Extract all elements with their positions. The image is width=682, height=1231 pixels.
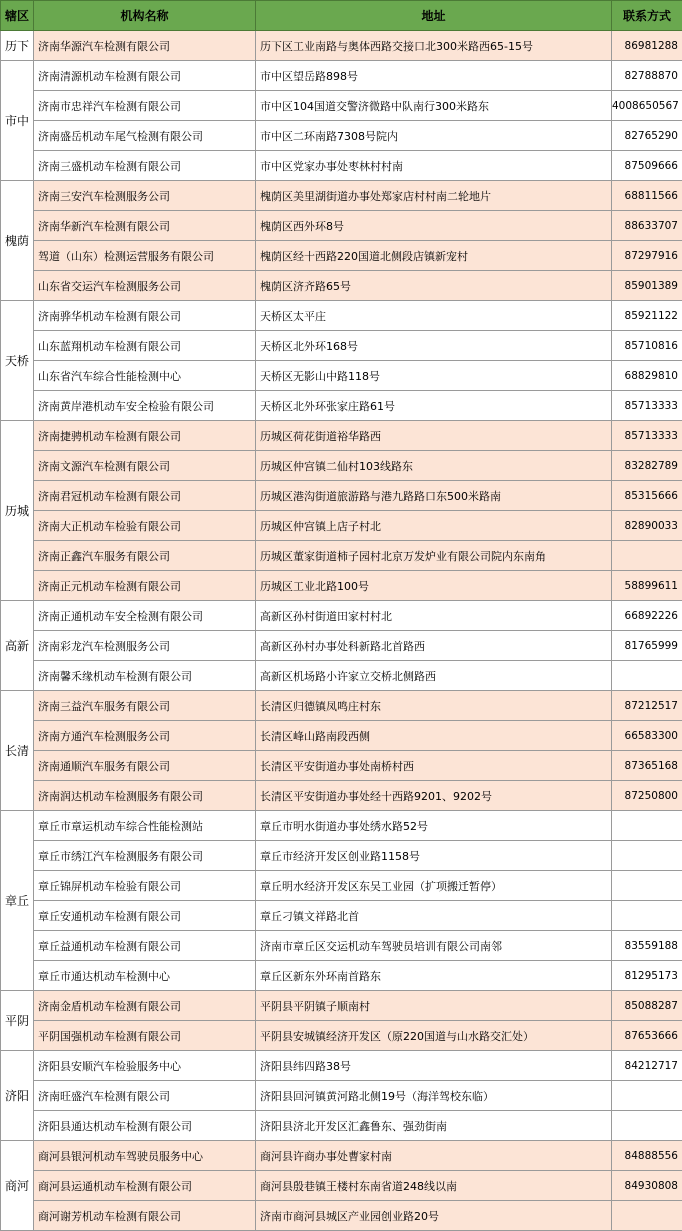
district-cell: 平阴 [1,991,34,1051]
table-row [1,451,682,481]
address-cell: 槐荫区济齐路65号 [256,271,612,301]
district-cell: 高新 [1,601,34,691]
org-name-cell: 济南君冠机动车检测有限公司 [34,481,256,511]
table-row [1,811,682,841]
address-cell: 济阳县纬四路38号 [256,1051,612,1081]
address-cell: 历下区工业南路与奥体西路交接口北300米路西65-15号 [256,31,612,61]
phone-cell: 86981288 [612,31,682,61]
address-cell: 天桥区无影山中路118号 [256,361,612,391]
org-name-cell: 济南馨禾缘机动车检测有限公司 [34,661,256,691]
table-row [1,841,682,871]
org-name-cell: 济南旺盛汽车检测有限公司 [34,1081,256,1111]
address-cell: 历城区仲宫镇二仙村103线路东 [256,451,612,481]
phone-cell: 66583300 [612,721,682,751]
table-row [1,901,682,931]
address-cell: 槐荫区西外环8号 [256,211,612,241]
phone-cell: 83282789 [612,451,682,481]
table-row [1,601,682,631]
org-name-cell: 济南润达机动车检测服务有限公司 [34,781,256,811]
org-name-cell: 济南盛岳机动车尾气检测有限公司 [34,121,256,151]
table-row [1,1051,682,1081]
address-cell: 天桥区北外环168号 [256,331,612,361]
table-row [1,541,682,571]
phone-cell [612,811,682,841]
org-name-cell: 济南华新汽车检测有限公司 [34,211,256,241]
district-cell: 槐荫 [1,181,34,301]
phone-cell: 85315666 [612,481,682,511]
address-cell: 历城区董家街道柿子园村北京万发炉业有限公司院内东南角 [256,541,612,571]
org-name-cell: 济南正元机动车检测有限公司 [34,571,256,601]
table-row [1,661,682,691]
table-row [1,1141,682,1171]
address-cell: 长清区归德镇凤鸣庄村东 [256,691,612,721]
phone-cell [612,661,682,691]
header-district: 辖区 [1,1,34,31]
org-name-cell: 章丘益通机动车检测有限公司 [34,931,256,961]
org-name-cell: 平阴国强机动车检测有限公司 [34,1021,256,1051]
address-cell: 天桥区北外环张家庄路61号 [256,391,612,421]
header-name: 机构名称 [34,1,256,31]
table-row [1,61,682,91]
address-cell: 章丘区新东外环南首路东 [256,961,612,991]
address-cell: 历城区仲宫镇上店子村北 [256,511,612,541]
phone-cell: 87250800 [612,781,682,811]
phone-cell: 82788870 [612,61,682,91]
phone-cell [612,871,682,901]
table-row [1,1201,682,1231]
org-name-cell: 商河谢芳机动车检测有限公司 [34,1201,256,1231]
phone-cell: 82765290 [612,121,682,151]
org-name-cell: 济南三益汽车服务有限公司 [34,691,256,721]
address-cell: 市中区党家办事处枣林村村南 [256,151,612,181]
header-address: 地址 [256,1,612,31]
table-row [1,1021,682,1051]
org-name-cell: 章丘安通机动车检测有限公司 [34,901,256,931]
table-row [1,721,682,751]
address-cell: 济南市章丘区交运机动车驾驶员培训有限公司南邻 [256,931,612,961]
table-row [1,631,682,661]
phone-cell [612,1201,682,1231]
phone-cell: 81765999 [612,631,682,661]
table-row [1,1111,682,1141]
table-row [1,181,682,211]
table-row [1,121,682,151]
table-row [1,31,682,61]
header-row [1,1,682,31]
phone-cell: 4008650567 [612,91,682,121]
phone-cell: 85713333 [612,421,682,451]
address-cell: 平阴县安城镇经济开发区（原220国道与山水路交汇处） [256,1021,612,1051]
address-cell: 长清区峰山路南段西侧 [256,721,612,751]
phone-cell: 84212717 [612,1051,682,1081]
address-cell: 槐荫区美里湖街道办事处郑家店村村南二轮地片 [256,181,612,211]
address-cell: 市中区望岳路898号 [256,61,612,91]
phone-cell: 66892226 [612,601,682,631]
phone-cell: 85901389 [612,271,682,301]
org-name-cell: 济南三安汽车检测服务公司 [34,181,256,211]
phone-cell: 85921122 [612,301,682,331]
table-row [1,781,682,811]
table-row [1,331,682,361]
table-row [1,91,682,121]
org-name-cell: 济南文源汽车检测有限公司 [34,451,256,481]
address-cell: 高新区孙村街道田家村村北 [256,601,612,631]
phone-cell [612,841,682,871]
org-name-cell: 济南正鑫汽车服务有限公司 [34,541,256,571]
org-name-cell: 济南金盾机动车检测有限公司 [34,991,256,1021]
table-body [1,31,682,1231]
phone-cell: 87297916 [612,241,682,271]
org-name-cell: 济南三盛机动车检测有限公司 [34,151,256,181]
org-name-cell: 章丘市通达机动车检测中心 [34,961,256,991]
phone-cell: 82890033 [612,511,682,541]
org-name-cell: 济南正通机动车安全检测有限公司 [34,601,256,631]
phone-cell: 85710816 [612,331,682,361]
address-cell: 平阴县平阴镇子顺南村 [256,991,612,1021]
phone-cell [612,1081,682,1111]
table-row [1,871,682,901]
address-cell: 济阳县济北开发区汇鑫鲁东、强劲街南 [256,1111,612,1141]
table-row [1,301,682,331]
table-row [1,361,682,391]
phone-cell: 81295173 [612,961,682,991]
table-row [1,571,682,601]
table-row [1,691,682,721]
phone-cell: 58899611 [612,571,682,601]
address-cell: 章丘市明水街道办事处绣水路52号 [256,811,612,841]
phone-cell: 68829810 [612,361,682,391]
table-row [1,961,682,991]
org-name-cell: 济南华源汽车检测有限公司 [34,31,256,61]
address-cell: 济南市商河县城区产业园创业路20号 [256,1201,612,1231]
org-name-cell: 济南捷骋机动车检测有限公司 [34,421,256,451]
table-row [1,1081,682,1111]
address-cell: 市中区104国道交警济微路中队南行300米路东 [256,91,612,121]
address-cell: 槐荫区经十西路220国道北侧段店镇新宠村 [256,241,612,271]
address-cell: 济阳县回河镇黄河路北侧19号（海洋驾校东临） [256,1081,612,1111]
org-name-cell: 驾道（山东）检测运营服务有限公司 [34,241,256,271]
phone-cell: 85713333 [612,391,682,421]
org-name-cell: 山东蓝翔机动车检测有限公司 [34,331,256,361]
address-cell: 高新区孙村办事处科新路北首路西 [256,631,612,661]
address-cell: 市中区二环南路7308号院内 [256,121,612,151]
phone-cell: 84930808 [612,1171,682,1201]
table-row [1,421,682,451]
table-row [1,481,682,511]
phone-cell: 84888556 [612,1141,682,1171]
table-row [1,211,682,241]
district-cell: 天桥 [1,301,34,421]
address-cell: 天桥区太平庄 [256,301,612,331]
phone-cell: 88633707 [612,211,682,241]
org-name-cell: 山东省汽车综合性能检测中心 [34,361,256,391]
table-row [1,1171,682,1201]
phone-cell: 87509666 [612,151,682,181]
org-name-cell: 济南骅华机动车检测有限公司 [34,301,256,331]
district-cell: 济阳 [1,1051,34,1141]
org-name-cell: 济南黄岸港机动车安全检验有限公司 [34,391,256,421]
address-cell: 商河县殷巷镇王楼村东南省道248线以南 [256,1171,612,1201]
district-cell: 市中 [1,61,34,181]
address-cell: 商河县许商办事处曹家村南 [256,1141,612,1171]
org-name-cell: 济阳县通达机动车检测有限公司 [34,1111,256,1141]
phone-cell: 87365168 [612,751,682,781]
table-row [1,751,682,781]
address-cell: 章丘市经济开发区创业路1158号 [256,841,612,871]
table-row [1,511,682,541]
district-cell: 章丘 [1,811,34,991]
phone-cell: 87653666 [612,1021,682,1051]
phone-cell: 83559188 [612,931,682,961]
phone-cell: 87212517 [612,691,682,721]
org-name-cell: 济南方通汽车检测服务公司 [34,721,256,751]
address-cell: 章丘刁镇文祥路北首 [256,901,612,931]
phone-cell: 68811566 [612,181,682,211]
table-row [1,271,682,301]
address-cell: 长清区平安街道办事处经十西路9201、9202号 [256,781,612,811]
org-name-cell: 济阳县安顺汽车检验服务中心 [34,1051,256,1081]
org-name-cell: 章丘锦屏机动车检验有限公司 [34,871,256,901]
org-name-cell: 山东省交运汽车检测服务公司 [34,271,256,301]
header-phone: 联系方式 [612,1,682,31]
district-cell: 商河 [1,1141,34,1231]
org-name-cell: 章丘市绣江汽车检测服务有限公司 [34,841,256,871]
address-cell: 高新区机场路小许家立交桥北侧路西 [256,661,612,691]
district-cell: 长清 [1,691,34,811]
address-cell: 历城区港沟街道旅游路与港九路路口东500米路南 [256,481,612,511]
org-name-cell: 济南市忠祥汽车检测有限公司 [34,91,256,121]
phone-cell [612,1111,682,1141]
org-name-cell: 济南通顺汽车服务有限公司 [34,751,256,781]
table-row [1,391,682,421]
org-name-cell: 商河县运通机动车检测有限公司 [34,1171,256,1201]
org-name-cell: 章丘市章运机动车综合性能检测站 [34,811,256,841]
table-row [1,241,682,271]
org-name-cell: 商河县银河机动车驾驶员服务中心 [34,1141,256,1171]
table-row [1,931,682,961]
org-name-cell: 济南大正机动车检验有限公司 [34,511,256,541]
address-cell: 历城区荷花街道裕华路西 [256,421,612,451]
address-cell: 长清区平安街道办事处南桥村西 [256,751,612,781]
address-cell: 历城区工业北路100号 [256,571,612,601]
org-name-cell: 济南彩龙汽车检测服务公司 [34,631,256,661]
address-cell: 章丘明水经济开发区东吴工业园（扩项搬迁暂停） [256,871,612,901]
phone-cell: 85088287 [612,991,682,1021]
table-row [1,991,682,1021]
district-cell: 历下 [1,31,34,61]
district-cell: 历城 [1,421,34,601]
org-name-cell: 济南清源机动车检测有限公司 [34,61,256,91]
table-row [1,151,682,181]
phone-cell [612,901,682,931]
phone-cell [612,541,682,571]
